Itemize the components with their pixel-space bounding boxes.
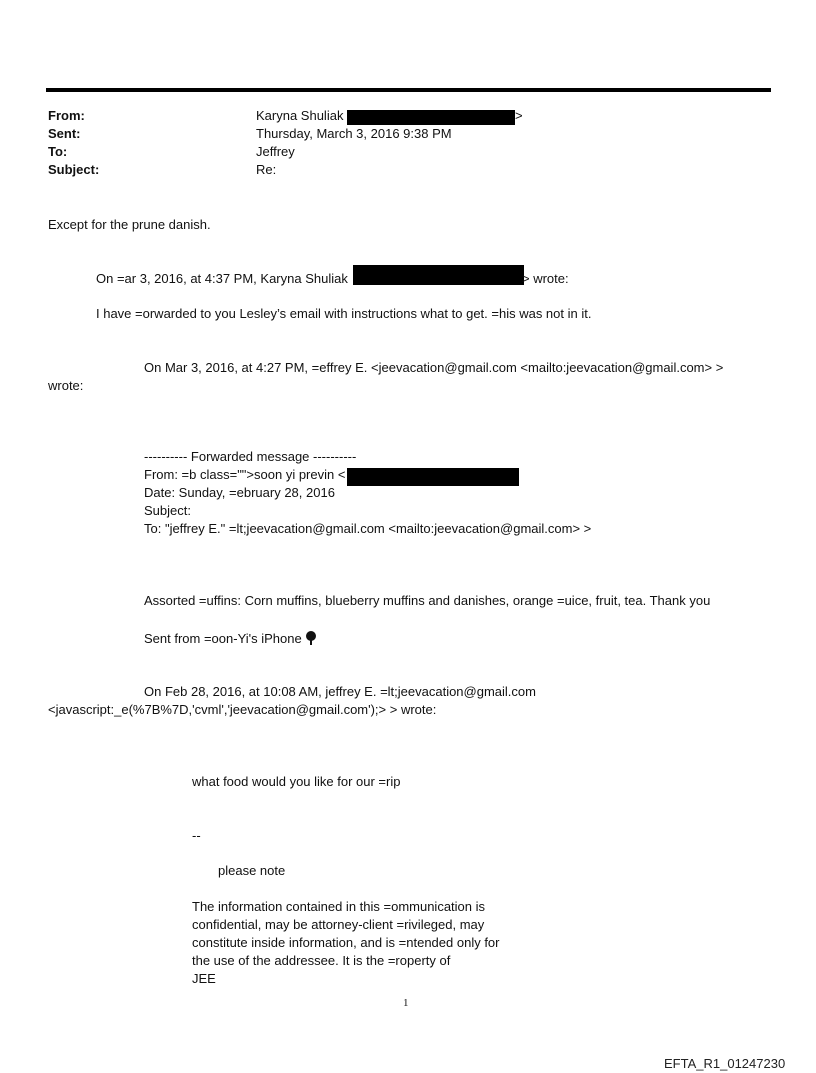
to-label: To:: [48, 144, 68, 159]
fwd-message: Assorted =uffins: Corn muffins, blueberry muffins and danishes, orange =uice, fruit, tea. Thank you: [144, 593, 711, 608]
fwd-signature: Sent from =oon-Yi's iPhone: [144, 631, 302, 646]
fwd-signature-line: [144, 630, 317, 648]
from-name: Karyna Shuliak: [256, 108, 344, 123]
signature-dashes: --: [192, 828, 201, 843]
from-value: [256, 107, 355, 125]
subject-value: Re:: [256, 162, 277, 177]
fwd-from: From: =b class="">soon yi previn <: [144, 467, 346, 482]
redaction-bar: [353, 265, 524, 285]
from-bracket-close: >: [515, 108, 523, 123]
quote2-intro-line1: On Mar 3, 2016, at 4:27 PM, =effrey E. <jeevacation@gmail.com <mailto:jeevacation@gmail.com> >: [144, 360, 724, 375]
signature-note: please note: [218, 863, 286, 878]
disclaimer-line: The information contained in this =ommunication is: [192, 899, 486, 914]
quote3-text: what food would you like for our =rip: [192, 774, 401, 789]
disclaimer-line: confidential, may be attorney-client =rivileged, may: [192, 917, 485, 932]
sent-label: Sent:: [48, 126, 81, 141]
map-pin-icon: [305, 631, 317, 645]
to-value: Jeffrey: [256, 144, 295, 159]
fwd-divider: ---------- Forwarded message ----------: [144, 449, 357, 464]
redaction-bar: [347, 468, 519, 486]
document-id-footer: EFTA_R1_01247230: [664, 1056, 786, 1071]
fwd-subject: Subject:: [144, 503, 191, 518]
quote1-text: I have =orwarded to you Lesley’s email with instructions what to get. =his was not in it.: [96, 306, 592, 321]
quote1-intro-a: On =ar 3, 2016, at 4:37 PM, Karyna Shuliak: [96, 271, 348, 286]
disclaimer-line: constitute inside information, and is =ntended only for: [192, 935, 500, 950]
header-rule: [46, 88, 771, 92]
quote3-intro-line1: On Feb 28, 2016, at 10:08 AM, jeffrey E. =lt;jeevacation@gmail.com: [144, 684, 536, 699]
quote1-intro-b: > wrote:: [522, 271, 569, 286]
page-number: 1: [403, 997, 409, 1009]
disclaimer-line: JEE: [192, 971, 216, 986]
subject-label: Subject:: [48, 162, 100, 177]
quote2-intro-line2: wrote:: [48, 378, 84, 393]
reply-text: Except for the prune danish.: [48, 217, 211, 232]
disclaimer-line: the use of the addressee. It is the =roperty of: [192, 953, 451, 968]
sent-value: Thursday, March 3, 2016 9:38 PM: [256, 126, 452, 141]
fwd-date: Date: Sunday, =ebruary 28, 2016: [144, 485, 335, 500]
fwd-to: To: "jeffrey E." =lt;jeevacation@gmail.com <mailto:jeevacation@gmail.com> >: [144, 521, 592, 536]
redaction-bar: [347, 110, 515, 125]
quote3-intro-line2: <javascript:_e(%7B%7D,'cvml','jeevacation@gmail.com');> > wrote:: [48, 702, 437, 717]
from-label: From:: [48, 108, 85, 123]
